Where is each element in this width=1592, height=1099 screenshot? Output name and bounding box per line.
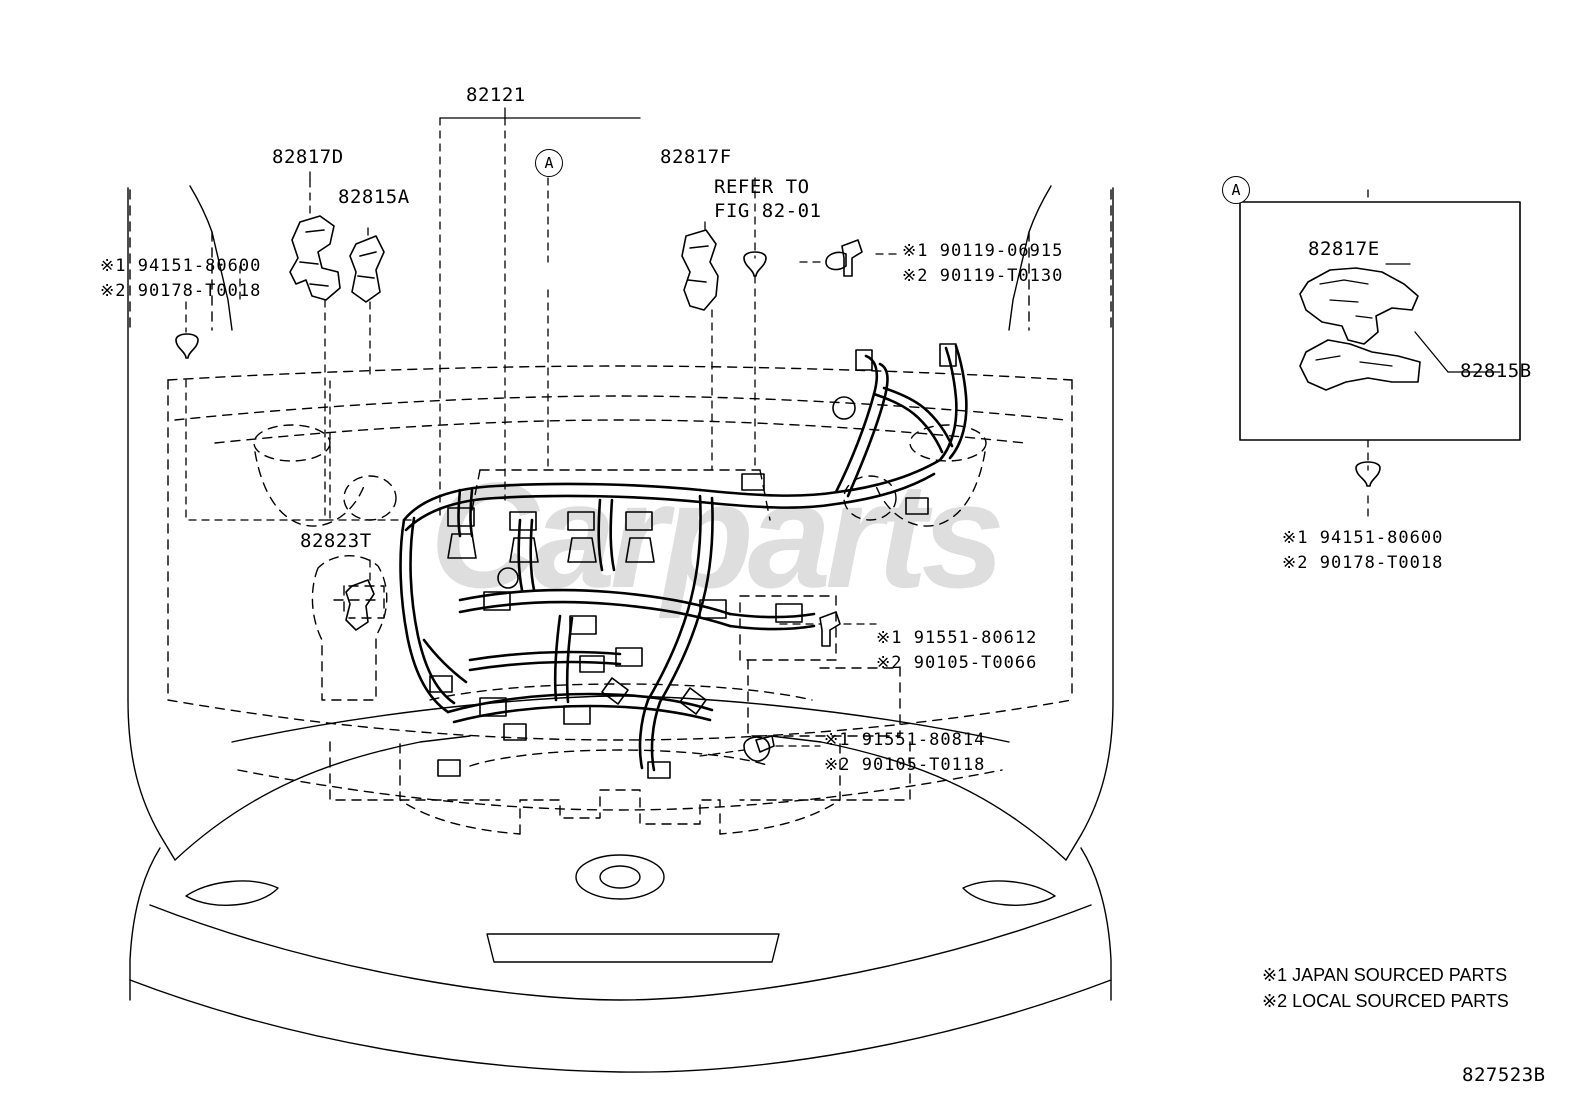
clamp-parts-top — [176, 216, 862, 761]
label-82815a: 82815A — [338, 186, 410, 208]
callout-a-inset: A — [1222, 176, 1250, 204]
label-82823t: 82823T — [300, 530, 372, 552]
note-inset-1: ※1 94151-80600 — [1282, 528, 1444, 548]
note-mid-right-2: ※2 90105-T0066 — [876, 653, 1038, 673]
note-left-top-1: ※1 94151-80600 — [100, 256, 262, 276]
legend-japan-sourced: ※1 JAPAN SOURCED PARTS — [1262, 965, 1508, 985]
callout-a-main: A — [535, 149, 563, 177]
inset-panel — [1240, 202, 1520, 486]
legend-local-sourced: ※2 LOCAL SOURCED PARTS — [1262, 991, 1509, 1011]
refer-to-line1: REFER TO — [714, 176, 810, 198]
label-82121: 82121 — [466, 84, 526, 106]
note-low-right-1: ※1 91551-80814 — [824, 730, 986, 750]
note-top-right-1: ※1 90119-06915 — [902, 241, 1064, 261]
label-82817d: 82817D — [272, 146, 344, 168]
note-inset-2: ※2 90178-T0018 — [1282, 553, 1444, 573]
note-low-right-2: ※2 90105-T0118 — [824, 755, 986, 775]
watermark: Carparts — [430, 451, 999, 619]
label-82815b: 82815B — [1460, 360, 1532, 382]
label-82817f: 82817F — [660, 146, 732, 168]
note-mid-right-1: ※1 91551-80612 — [876, 628, 1038, 648]
refer-to-line2: FIG 82-01 — [714, 200, 822, 222]
wire-harness — [401, 346, 967, 770]
figure-code: 827523B — [1462, 1064, 1546, 1086]
label-82817e: 82817E — [1308, 238, 1380, 260]
harness-connectors — [430, 344, 956, 778]
note-left-top-2: ※2 90178-T0018 — [100, 281, 262, 301]
note-top-right-2: ※2 90119-T0130 — [902, 266, 1064, 286]
